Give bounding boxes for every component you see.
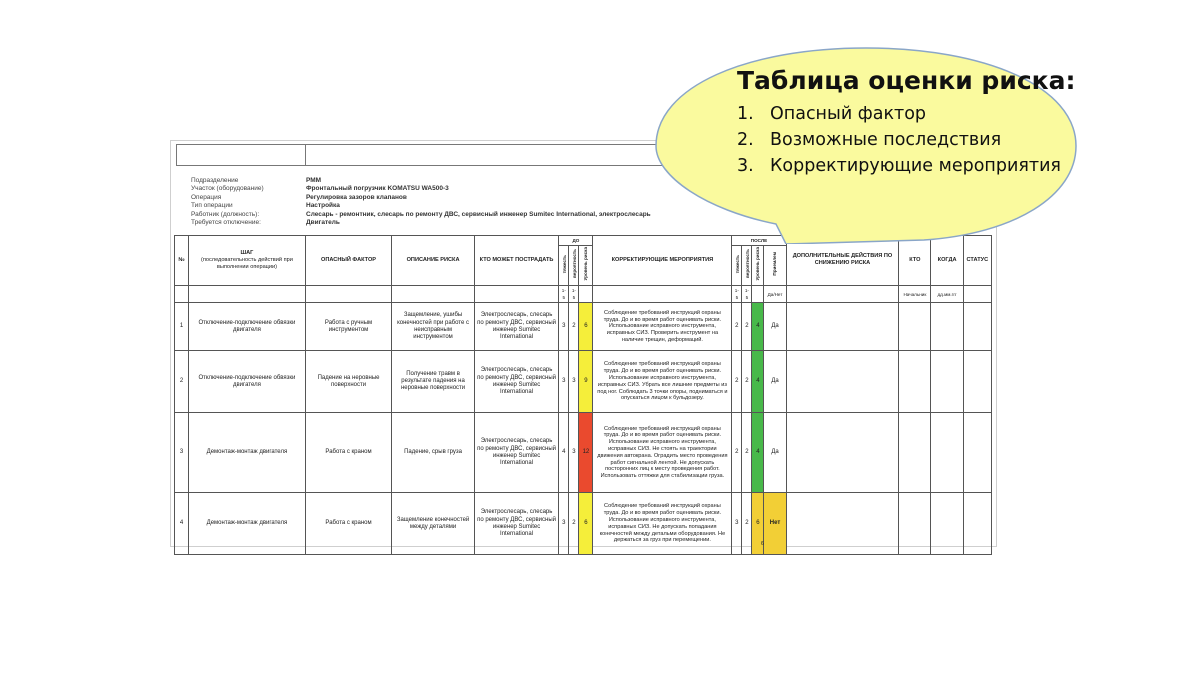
col-after: ПОСЛЕ (732, 236, 786, 246)
col-probability-before-label: вероятность (572, 249, 578, 279)
meta-value: Регулировка зазоров клапанов (306, 193, 407, 201)
row-risk: Защемление, ушибы конечностей при работе с неисправным инструментом (392, 303, 475, 351)
callout-item-num: 2. (737, 130, 754, 150)
row-level-before: 6 (579, 493, 593, 555)
meta-value: Фронтальный погрузчик KOMATSU WA500-3 (306, 185, 449, 193)
callout-item-num: 3. (737, 156, 754, 176)
scale-cell: Да/Нет (764, 285, 786, 302)
scale-cell: 1-5 (559, 285, 569, 302)
row-whom (899, 303, 931, 351)
row-num: 4 (175, 493, 189, 555)
meta-key: Участок (оборудование) (191, 185, 264, 193)
row-probability-after: 2 (742, 303, 752, 351)
document-meta (191, 177, 651, 227)
row-level-after: 4 (752, 413, 764, 493)
col-before: ДО (559, 236, 593, 246)
scale-cell: 1-5 (569, 285, 579, 302)
scale-cell (189, 285, 306, 302)
col-risk: ОПИСАНИЕ РИСКА (392, 236, 475, 286)
row-when (931, 493, 963, 555)
meta-value: Слесарь - ремонтник, слесарь по ремонту ДВС, сервисный инженер Sumitec International, электрослесарь (306, 210, 651, 218)
row-acceptable: Да (764, 303, 786, 351)
row-probability-after: 2 (742, 413, 752, 493)
row-level-before: 12 (579, 413, 593, 493)
row-risk: Защемление конечностей между деталями (392, 493, 475, 555)
callout-item-text: Корректирующие мероприятия (770, 156, 1061, 176)
table-row (175, 303, 992, 351)
col-probability-after-label: вероятность (745, 249, 751, 279)
col-level-before-label: Уровень риска (583, 247, 589, 281)
row-hazard: Падение на неровные поверхности (305, 351, 392, 413)
row-num: 2 (175, 351, 189, 413)
table-row (175, 413, 992, 493)
row-severity-before: 4 (559, 413, 569, 493)
row-num: 1 (175, 303, 189, 351)
row-probability-after: 2 (742, 493, 752, 555)
row-additional (786, 413, 899, 493)
callout-item (737, 101, 1067, 127)
callout-item (737, 127, 1067, 153)
scale-cell (305, 285, 392, 302)
meta-row (191, 219, 651, 227)
row-acceptable: Да (764, 413, 786, 493)
col-hazard: ОПАСНЫЙ ФАКТОР (305, 236, 392, 286)
row-whom (899, 413, 931, 493)
meta-row (191, 202, 651, 210)
row-level-after: 4 (752, 351, 764, 413)
callout-list (737, 101, 1067, 179)
scale-cell (752, 285, 764, 302)
row-hazard: Работа с краном (305, 493, 392, 555)
row-whom (899, 493, 931, 555)
col-severity-before-label: тяжесть (562, 254, 568, 274)
callout-item (737, 153, 1067, 179)
row-severity-before: 3 (559, 303, 569, 351)
row-hazard: Работа с ручным инструментом (305, 303, 392, 351)
row-probability-before: 3 (569, 351, 579, 413)
row-additional (786, 493, 899, 555)
col-step-note: (последовательность действий при выполнении операции) (201, 256, 293, 271)
row-step: Демонтаж-монтаж двигателя (189, 493, 306, 555)
scale-cell: 1-5 (742, 285, 752, 302)
row-severity-before: 3 (559, 493, 569, 555)
row-level-after: 6 (752, 493, 764, 555)
row-level-before: 6 (579, 303, 593, 351)
row-severity-after: 2 (732, 413, 742, 493)
meta-row (191, 185, 651, 193)
row-who: Электрослесарь, слесарь по ремонту ДВС, сервисный инженер Sumitec International (474, 351, 559, 413)
col-level-before (579, 246, 593, 286)
scale-row (175, 285, 992, 302)
row-measures: Соблюдение требований инструкций охраны труда. До и во время работ оценивать риски. Использование исправного инструмента, исправных СИЗ. Не допускать попадания конечностей между детальми оборудования. Не держаться за груз при перемещении. (593, 493, 732, 555)
row-measures: Соблюдение требований инструкций охраны труда. До и во время работ оценивать риски. Использование исправного инструмента, исправных СИЗ. Убрать все лишние предметы из под ног. Соблюдать 3 точки опоры, подниматься и опускаться лицом к бульдозеру. (593, 351, 732, 413)
callout-text (737, 66, 1076, 179)
row-acceptable: Нет (764, 493, 786, 555)
col-severity-before (559, 246, 569, 286)
row-who: Электрослесарь, слесарь по ремонту ДВС, сервисный инженер Sumitec International (474, 413, 559, 493)
scale-cell (474, 285, 559, 302)
col-whom: КТО (899, 236, 931, 286)
row-level-after: 4 (752, 303, 764, 351)
row-whom (899, 351, 931, 413)
col-who: КТО МОЖЕТ ПОСТРАДАТЬ (474, 236, 559, 286)
callout-title: Таблица оценки риска: (737, 66, 1076, 95)
callout-item-text: Опасный фактор (770, 104, 927, 124)
row-probability-after: 2 (742, 351, 752, 413)
row-additional (786, 351, 899, 413)
row-severity-after: 2 (732, 303, 742, 351)
scale-cell: 1-5 (732, 285, 742, 302)
col-probability-after (742, 246, 752, 286)
row-status (963, 351, 991, 413)
table-row (175, 351, 992, 413)
meta-key: Подразделение (191, 177, 239, 184)
col-num: № (175, 236, 189, 286)
scale-cell (392, 285, 475, 302)
row-measures: Соблюдение требований инструкций охраны труда. До и во время работ оценивать риски. Использование исправного инструмента, исправных СИЗ. Проверить инструмент на наличие трещин, деформаций. (593, 303, 732, 351)
scale-cell (593, 285, 732, 302)
row-step: Отключение-подключение обвязки двигателя (189, 303, 306, 351)
page-footnote: 6 (761, 541, 764, 547)
row-risk: Получение травм в результате падения на неровные поверхности (392, 351, 475, 413)
callout-item-num: 1. (737, 104, 754, 124)
table-row (175, 493, 992, 555)
row-status (963, 413, 991, 493)
row-probability-before: 2 (569, 303, 579, 351)
meta-key: Операция (191, 193, 222, 201)
col-acceptable (764, 246, 786, 286)
row-when (931, 413, 963, 493)
col-level-after-label: Уровень риска (755, 247, 761, 281)
meta-key: Требуется отключение: (191, 219, 261, 227)
callout-item-text: Возможные последствия (770, 130, 1002, 150)
col-step (189, 236, 306, 286)
col-measures: КОРРЕКТИРУЮЩИЕ МЕРОПРИЯТИЯ (593, 236, 732, 286)
row-when (931, 303, 963, 351)
col-probability-before (569, 246, 579, 286)
meta-key: Работник (должность): (191, 210, 260, 218)
row-risk: Падение, срыв груза (392, 413, 475, 493)
col-severity-after-label: тяжесть (735, 254, 741, 274)
row-probability-before: 2 (569, 493, 579, 555)
row-probability-before: 3 (569, 413, 579, 493)
row-acceptable: Да (764, 351, 786, 413)
meta-row (191, 194, 651, 202)
row-severity-after: 2 (732, 351, 742, 413)
meta-value: Настройка (306, 202, 340, 210)
row-measures: Соблюдение требований инструкций охраны труда. До и во время работ оценивать риски. Использование исправного инструмента, исправных СИЗ. Не стоять на траектории движения автокрана. Оградить место проведения работ сигнальной лентой. Не допускать посторонних лиц к месту проведения работ. Использовать оттяжки для стабилизации груза. (593, 413, 732, 493)
row-num: 3 (175, 413, 189, 493)
row-who: Электрослесарь, слесарь по ремонту ДВС, сервисный инженер Sumitec International (474, 303, 559, 351)
meta-row (191, 211, 651, 219)
meta-value: РММ (306, 177, 322, 184)
scale-cell: Начальник (899, 285, 931, 302)
risk-table (174, 235, 992, 555)
meta-key: Тип операции (191, 202, 233, 210)
col-status: СТАТУС (963, 236, 991, 286)
scale-cell (579, 285, 593, 302)
row-when (931, 351, 963, 413)
header-box-left (176, 144, 306, 166)
scale-cell (786, 285, 899, 302)
meta-value: Двигатель (306, 219, 340, 227)
row-step: Демонтаж-монтаж двигателя (189, 413, 306, 493)
col-additional: ДОПОЛНИТЕЛЬНЫЕ ДЕЙСТВИЯ ПО СНИЖЕНИЮ РИСКА (786, 236, 899, 286)
row-step: Отключение-подключение обвязки двигателя (189, 351, 306, 413)
row-status (963, 303, 991, 351)
scale-cell (175, 285, 189, 302)
scale-cell (963, 285, 991, 302)
row-hazard: Работа с краном (305, 413, 392, 493)
col-acceptable-label: Приемлем (772, 252, 778, 276)
row-severity-after: 3 (732, 493, 742, 555)
row-status (963, 493, 991, 555)
row-level-before: 9 (579, 351, 593, 413)
row-severity-before: 3 (559, 351, 569, 413)
scale-cell: дд.мм.ггг (931, 285, 963, 302)
row-who: Электрослесарь, слесарь по ремонту ДВС, сервисный инженер Sumitec International (474, 493, 559, 555)
col-step-title: ШАГ (240, 249, 254, 256)
row-additional (786, 303, 899, 351)
col-level-after (752, 246, 764, 286)
col-when: КОГДА (931, 236, 963, 286)
col-severity-after (732, 246, 742, 286)
